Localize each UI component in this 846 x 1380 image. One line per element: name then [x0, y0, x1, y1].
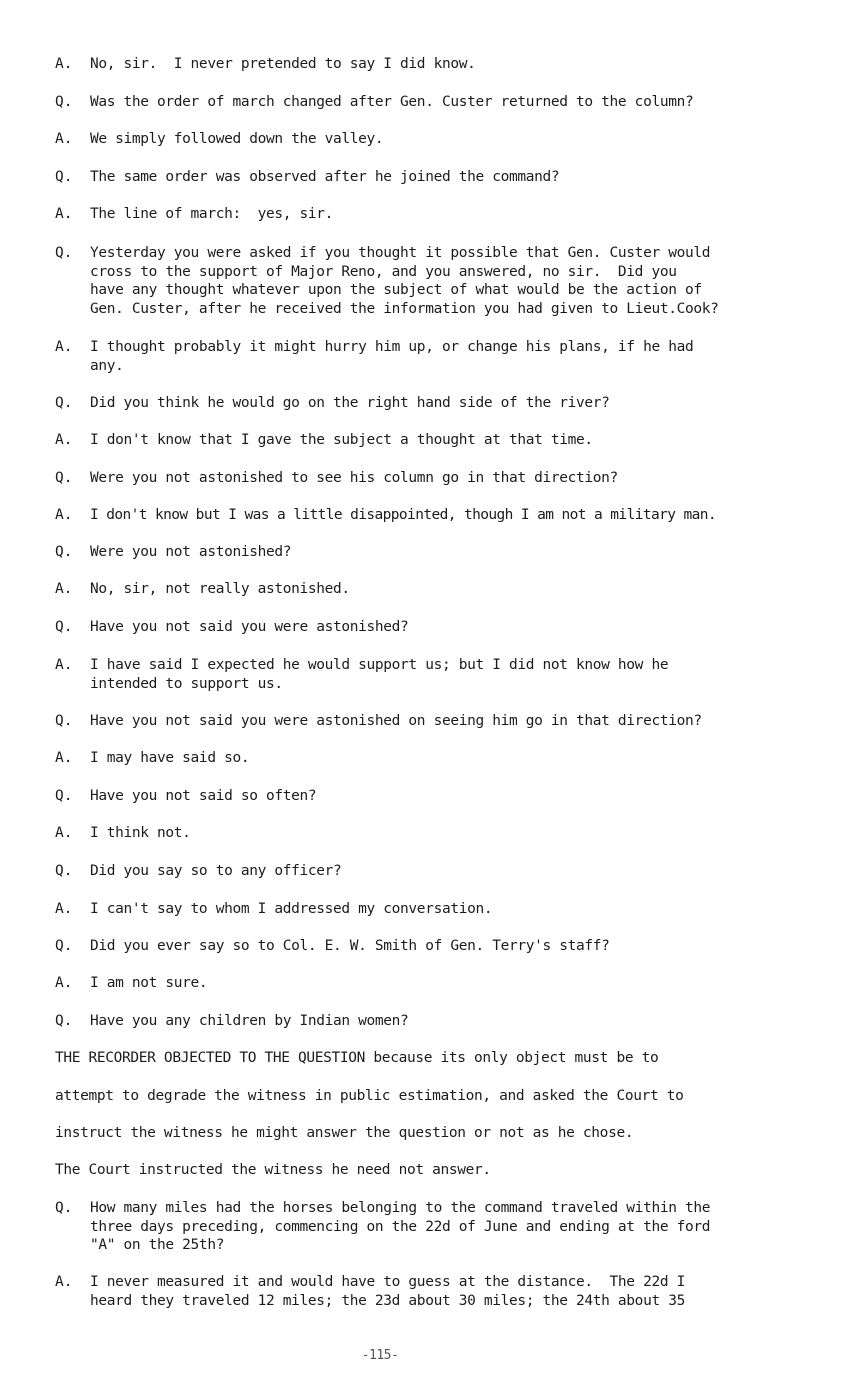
speaker-label: A. [55, 901, 73, 917]
entry-text: The line of march: yes, sir. [90, 206, 334, 222]
entry-text: I never measured it and would have to guess at the distance. The 22d I heard they traveled 12 miles; the 23d about 30 miles; the 24th about 35 [90, 1274, 685, 1309]
entry-text: Have you not said you were astonished? [90, 619, 409, 635]
speaker-label: Q. [55, 1013, 73, 1029]
speaker-label: Q. [55, 1200, 73, 1216]
entry-text: The same order was observed after he joined the command? [90, 169, 560, 185]
speaker-label: Q. [55, 94, 73, 110]
entry-text: Did you say so to any officer? [90, 863, 342, 879]
entry-text: Yesterday you were asked if you thought it possible that Gen. Custer would cross to the support of Major Reno, and you answered, no sir. Did you have any thought whatever upon the subject of what would be the action of Gen. Custer, after he received the information you had given to Lieut.Cook? [90, 245, 719, 317]
entry-text: How many miles had the horses belonging to the command traveled within the three days preceding, commencing on the 22d of June and ending at the ford "A" on the 25th? [90, 1200, 711, 1253]
speaker-label: Q. [55, 395, 73, 411]
entry-text: I think not. [90, 825, 191, 841]
speaker-label: A. [55, 825, 73, 841]
speaker-label: A. [55, 432, 73, 448]
entry-text: No, sir. I never pretended to say I did know. [90, 56, 476, 72]
speaker-label: A. [55, 657, 73, 673]
entry-text: Have you not said you were astonished on seeing him go in that direction? [90, 713, 702, 729]
speaker-label: A. [55, 975, 73, 991]
entry-text: I don't know that I gave the subject a thought at that time. [90, 432, 593, 448]
speaker-label: Q. [55, 470, 73, 486]
speaker-label: Q. [55, 169, 73, 185]
speaker-label: A. [55, 339, 73, 355]
speaker-label: A. [55, 507, 73, 523]
entry-text: Have you not said so often? [90, 788, 317, 804]
speaker-label: Q. [55, 245, 73, 261]
entry-text: I don't know but I was a little disappointed, though I am not a military man. [90, 507, 716, 523]
entry-text: Were you not astonished to see his column go in that direction? [90, 470, 618, 486]
court-instruction-line: The Court instructed the witness he need not answer. [55, 1162, 491, 1178]
speaker-label: A. [55, 750, 73, 766]
entry-text: I thought probably it might hurry him up, or change his plans, if he had any. [90, 339, 694, 374]
speaker-label: Q. [55, 619, 73, 635]
entry-text: No, sir, not really astonished. [90, 581, 350, 597]
entry-text: I am not sure. [90, 975, 208, 991]
entry-text: We simply followed down the valley. [90, 131, 384, 147]
entry-text: I may have said so. [90, 750, 250, 766]
speaker-label: A. [55, 206, 73, 222]
speaker-label: A. [55, 131, 73, 147]
entry-text: Was the order of march changed after Gen. Custer returned to the column? [90, 94, 694, 110]
speaker-label: Q. [55, 938, 73, 954]
entry-text: Did you ever say so to Col. E. W. Smith of Gen. Terry's staff? [90, 938, 610, 954]
speaker-label: A. [55, 56, 73, 72]
speaker-label: Q. [55, 788, 73, 804]
recorder-objection-line: THE RECORDER OBJECTED TO THE QUESTION because its only object must be to [55, 1050, 659, 1066]
page-number: -115- [361, 1348, 399, 1363]
speaker-label: Q. [55, 863, 73, 879]
entry-text: I can't say to whom I addressed my conversation. [90, 901, 493, 917]
entry-text: I have said I expected he would support us; but I did not know how he intended to support us. [90, 657, 669, 692]
speaker-label: A. [55, 1274, 73, 1290]
recorder-objection-line: attempt to degrade the witness in public estimation, and asked the Court to [55, 1088, 684, 1104]
entry-text: Did you think he would go on the right hand side of the river? [90, 395, 610, 411]
entry-text: Were you not astonished? [90, 544, 292, 560]
speaker-label: Q. [55, 544, 73, 560]
recorder-objection-line: instruct the witness he might answer the question or not as he chose. [55, 1125, 634, 1141]
speaker-label: A. [55, 581, 73, 597]
speaker-label: Q. [55, 713, 73, 729]
entry-text: Have you any children by Indian women? [90, 1013, 409, 1029]
